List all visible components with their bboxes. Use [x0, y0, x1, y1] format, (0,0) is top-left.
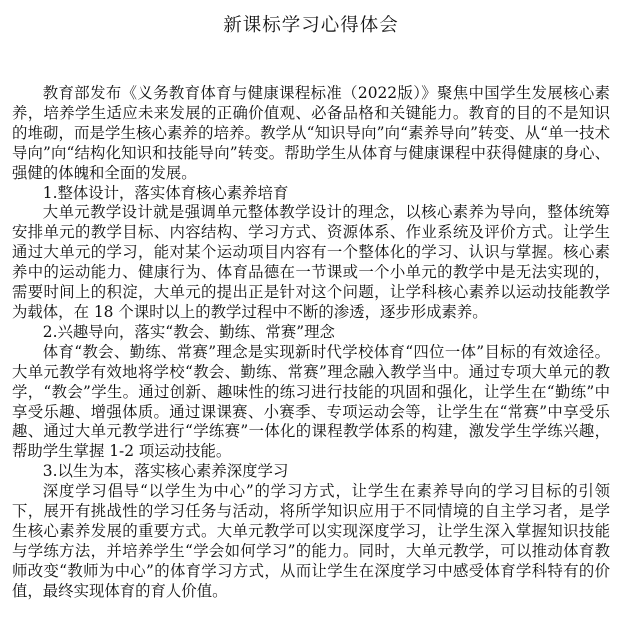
- page-title: 新课标学习心得体会: [223, 15, 399, 36]
- intro-paragraph: 教育部发布《义务教育体育与健康课程标准（2022版）》聚焦中国学生发展核心素养，培养学生适应未来发展的正确价值观、必备品格和关键能力。教育的目的不是知识的堆砌，而是学生核心素养的培养。教学从“知识导向”向“素养导向”转变、从“单一技术导向”向“结构化知识和技能导向”转变。帮助学生从体育与健康课程中获得健康的身心、强健的体魄和全面的发展。: [12, 84, 610, 182]
- section-3-body: 深度学习倡导“以学生为中心”的学习方式，让学生在素养导向的学习目标的引领下，展开有挑战性的学习任务与活动，将所学知识应用于不同情境的自主学习者，是学生核心素养发展的重要方式。大单元教学可以实现深度学习，让学生深入掌握知识技能与学练方法，并培养学生“学会如何学习”的能力。同时，大单元教学，可以推动体育教师改变“教师为中心”的体育学习方式，从而让学生在深度学习中感受体育学科特有的价值，最终实现体育的育人价值。: [12, 482, 610, 600]
- section-1-body: 大单元教学设计就是强调单元整体教学设计的理念，以核心素养为导向，整体统筹安排单元的教学目标、内容结构、学习方式、资源体系、作业系统及评价方式。让学生通过大单元的学习，能对某个运动项目内容有一个整体化的学习、认识与掌握。核心素养中的运动能力、健康行为、体育品德在一节课或一个小单元的教学中是无法实现的，需要时间上的积淀，大单元的提出正是针对这个问题，让学科核心素养以运动技能教学为载体，在 18 个课时以上的教学过程中不断的渗透，逐步形成素养。: [12, 203, 610, 321]
- section-2-body: 体育“教会、勤练、常赛”理念是实现新时代学校体育“四位一体”目标的有效途径。大单元教学有效地将学校“教会、勤练、常赛”理念融入教学当中。通过专项大单元的教学，“教会”学生。通过创新、趣味性的练习进行技能的巩固和强化，让学生在“勤练”中享受乐趣、增强体质。通过课课赛、小赛季、专项运动会等，让学生在“常赛”中享受乐趣、通过大单元教学进行“学练赛”一体化的课程教学体系的构建，激发学生学练兴趣，帮助学生掌握 1-2 项运动技能。: [12, 342, 610, 461]
- section-1-heading: 1.整体设计，落实体育核心素养培育: [42, 183, 289, 202]
- section-2-heading: 2.兴趣导向，落实“教会、勤练、常赛”理念: [42, 322, 335, 341]
- section-3-heading: 3.以生为本，落实核心素养深度学习: [42, 462, 289, 481]
